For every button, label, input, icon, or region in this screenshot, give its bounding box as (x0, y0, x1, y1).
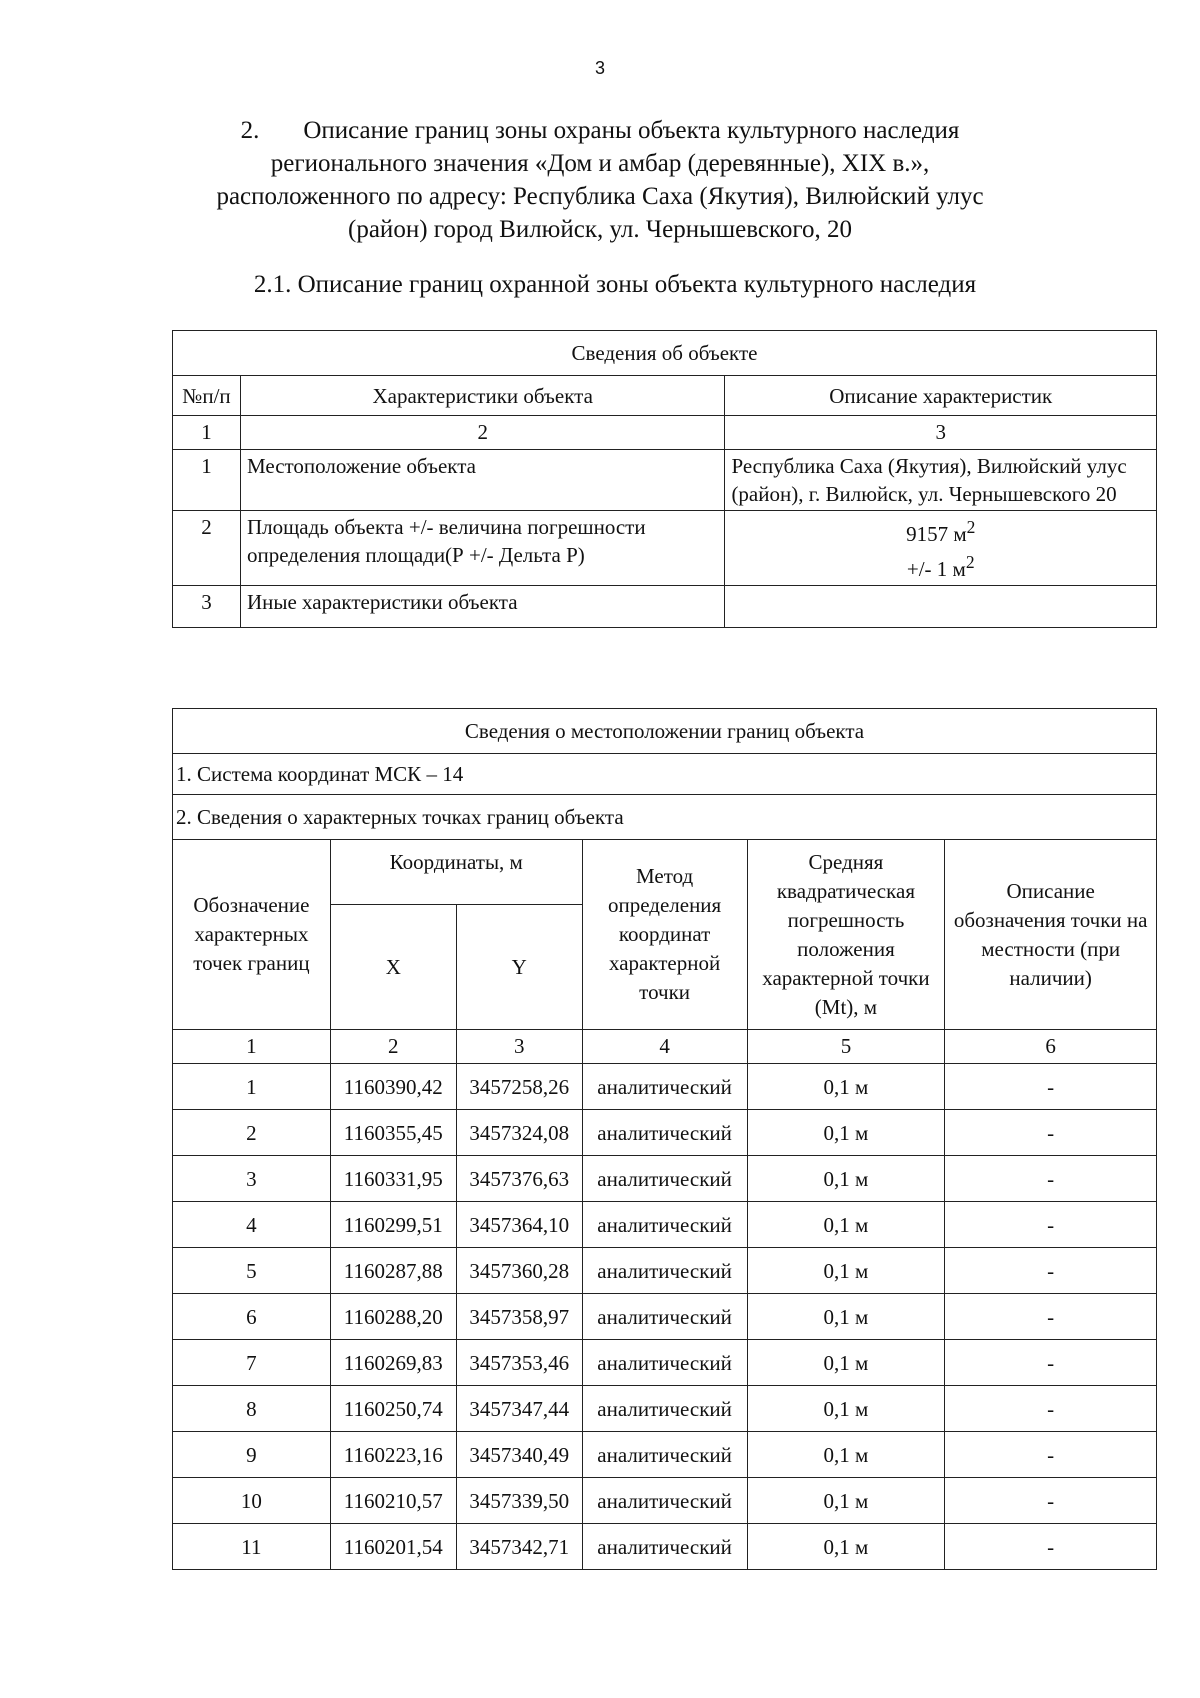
mean-error: 0,1 м (747, 1524, 945, 1570)
point-label: 11 (173, 1524, 331, 1570)
row-number: 1 (173, 450, 241, 511)
header-number: №п/п (173, 376, 241, 416)
y-coordinate: 3457353,46 (456, 1340, 582, 1386)
row-characteristic: Иные характеристики объекта (240, 586, 724, 628)
col-number-5: 5 (747, 1030, 945, 1064)
col-number-4: 4 (582, 1030, 747, 1064)
table-row (173, 511, 1157, 586)
y-coordinate: 3457339,50 (456, 1478, 582, 1524)
table-row (173, 1064, 1157, 1110)
x-coordinate: 1160223,16 (330, 1432, 456, 1478)
point-label: 3 (173, 1156, 331, 1202)
row-description: Республика Саха (Якутия), Вилюйский улус (район), г. Вилюйск, ул. Чернышевского 20 (725, 450, 1157, 511)
table-row (173, 1156, 1157, 1202)
y-coordinate: 3457364,10 (456, 1202, 582, 1248)
row-description (725, 586, 1157, 628)
method: аналитический (582, 1524, 747, 1570)
row-characteristic: Местоположение объекта (240, 450, 724, 511)
point-description: - (945, 1386, 1157, 1432)
object-table-title: Сведения об объекте (173, 331, 1157, 376)
method: аналитический (582, 1156, 747, 1202)
method: аналитический (582, 1478, 747, 1524)
row-number: 3 (173, 586, 241, 628)
y-coordinate: 3457358,97 (456, 1294, 582, 1340)
table-row (173, 1386, 1157, 1432)
document-heading (150, 114, 1050, 246)
mean-error: 0,1 м (747, 1478, 945, 1524)
x-coordinate: 1160210,57 (330, 1478, 456, 1524)
table-row (173, 1248, 1157, 1294)
table-row (173, 1524, 1157, 1570)
table-row (173, 1110, 1157, 1156)
area-value: 9157 м (906, 522, 967, 546)
header-method: Метод определения координат характерной точки (582, 840, 747, 1030)
y-coordinate: 3457258,26 (456, 1064, 582, 1110)
header-description: Описание обозначения точки на местности (при наличии) (945, 840, 1157, 1030)
mean-error: 0,1 м (747, 1110, 945, 1156)
heading-number: 2. (240, 117, 260, 144)
mean-error: 0,1 м (747, 1386, 945, 1432)
col-number-2: 2 (330, 1030, 456, 1064)
table-row (173, 1432, 1157, 1478)
heading-line-2: регионального значения «Дом и амбар (деревянные), XIX в.», (270, 150, 930, 177)
point-label: 5 (173, 1248, 331, 1294)
point-label: 6 (173, 1294, 331, 1340)
row-characteristic: Площадь объекта +/- величина погрешности определения площади(Р +/- Дельта Р) (240, 511, 724, 586)
point-description: - (945, 1156, 1157, 1202)
x-coordinate: 1160250,74 (330, 1386, 456, 1432)
header-point: Обозначение характерных точек границ (173, 840, 331, 1030)
mean-error: 0,1 м (747, 1064, 945, 1110)
method: аналитический (582, 1386, 747, 1432)
header-y: Y (456, 905, 582, 1030)
heading-line-4: (район) город Вилюйск, ул. Чернышевского, 20 (348, 216, 852, 243)
point-description: - (945, 1478, 1157, 1524)
col-number-3: 3 (456, 1030, 582, 1064)
x-coordinate: 1160269,83 (330, 1340, 456, 1386)
points-title: 2. Сведения о характерных точках границ объекта (173, 795, 1157, 840)
header-description: Описание характеристик (725, 376, 1157, 416)
point-description: - (945, 1340, 1157, 1386)
y-coordinate: 3457324,08 (456, 1110, 582, 1156)
y-coordinate: 3457347,44 (456, 1386, 582, 1432)
area-value-cell (725, 511, 1157, 586)
col-number-1: 1 (173, 1030, 331, 1064)
point-label: 10 (173, 1478, 331, 1524)
method: аналитический (582, 1064, 747, 1110)
y-coordinate: 3457340,49 (456, 1432, 582, 1478)
method: аналитический (582, 1340, 747, 1386)
header-x: X (330, 905, 456, 1030)
header-coords: Координаты, м (330, 840, 582, 905)
y-coordinate: 3457360,28 (456, 1248, 582, 1294)
point-label: 2 (173, 1110, 331, 1156)
page-number: 3 (594, 58, 605, 78)
point-description: - (945, 1248, 1157, 1294)
table-row (173, 1294, 1157, 1340)
x-coordinate: 1160201,54 (330, 1524, 456, 1570)
point-label: 1 (173, 1064, 331, 1110)
y-coordinate: 3457376,63 (456, 1156, 582, 1202)
mean-error: 0,1 м (747, 1156, 945, 1202)
point-description: - (945, 1110, 1157, 1156)
boundary-table-title: Сведения о местоположении границ объекта (173, 709, 1157, 754)
y-coordinate: 3457342,71 (456, 1524, 582, 1570)
point-description: - (945, 1064, 1157, 1110)
x-coordinate: 1160288,20 (330, 1294, 456, 1340)
x-coordinate: 1160390,42 (330, 1064, 456, 1110)
point-description: - (945, 1432, 1157, 1478)
x-coordinate: 1160287,88 (330, 1248, 456, 1294)
table-row (173, 1340, 1157, 1386)
error-unit-exponent: 2 (965, 552, 975, 572)
col-number-3: 3 (725, 416, 1157, 450)
row-number: 2 (173, 511, 241, 586)
method: аналитический (582, 1294, 747, 1340)
coord-system: 1. Система координат МСК – 14 (173, 754, 1157, 795)
x-coordinate: 1160355,45 (330, 1110, 456, 1156)
mean-error: 0,1 м (747, 1340, 945, 1386)
section-subheading: 2.1. Описание границ охранной зоны объекта культурного наследия (253, 271, 977, 298)
mean-error: 0,1 м (747, 1294, 945, 1340)
heading-line-3: расположенного по адресу: Республика Саха (Якутия), Вилюйский улус (216, 183, 984, 210)
col-number-6: 6 (945, 1030, 1157, 1064)
col-number-2: 2 (240, 416, 724, 450)
area-error: +/- 1 м (906, 557, 966, 581)
heading-line-1: Описание границ зоны охраны объекта культурного наследия (303, 117, 960, 144)
method: аналитический (582, 1432, 747, 1478)
table-row (173, 1202, 1157, 1248)
point-description: - (945, 1202, 1157, 1248)
point-description: - (945, 1294, 1157, 1340)
header-error: Средняя квадратическая погрешность положения характерной точки (Mt), м (747, 840, 945, 1030)
method: аналитический (582, 1248, 747, 1294)
col-number-1: 1 (173, 416, 241, 450)
boundary-points-table (172, 708, 1157, 1570)
area-unit-exponent: 2 (966, 517, 976, 537)
table-row (173, 1478, 1157, 1524)
method: аналитический (582, 1202, 747, 1248)
table-row (173, 450, 1157, 511)
point-description: - (945, 1524, 1157, 1570)
point-label: 7 (173, 1340, 331, 1386)
point-label: 9 (173, 1432, 331, 1478)
mean-error: 0,1 м (747, 1202, 945, 1248)
point-label: 8 (173, 1386, 331, 1432)
object-info-table (172, 330, 1157, 628)
method: аналитический (582, 1110, 747, 1156)
mean-error: 0,1 м (747, 1432, 945, 1478)
x-coordinate: 1160299,51 (330, 1202, 456, 1248)
table-row (173, 586, 1157, 628)
x-coordinate: 1160331,95 (330, 1156, 456, 1202)
header-characteristic: Характеристики объекта (240, 376, 724, 416)
mean-error: 0,1 м (747, 1248, 945, 1294)
point-label: 4 (173, 1202, 331, 1248)
